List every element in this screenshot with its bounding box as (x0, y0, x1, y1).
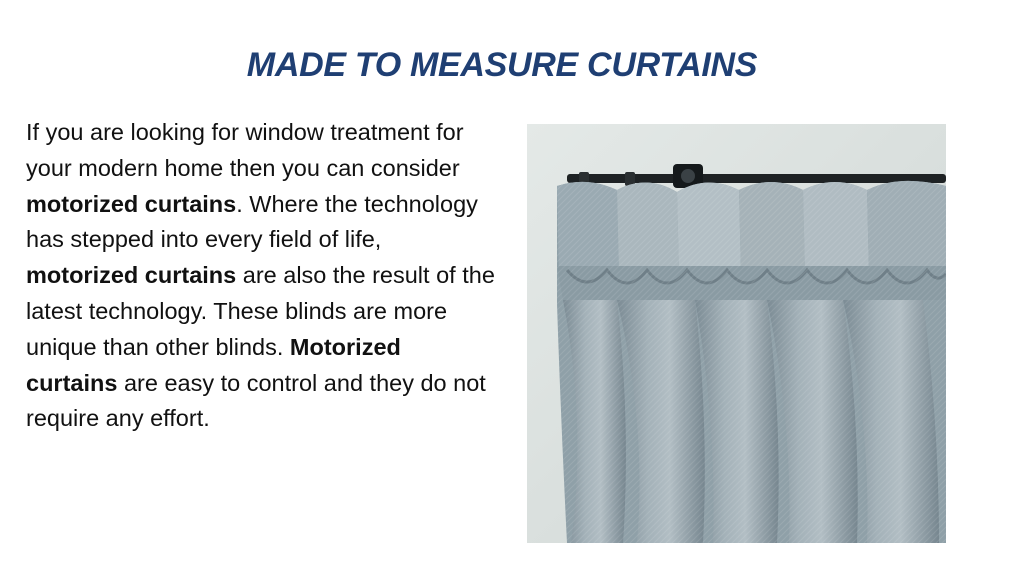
curtain-illustration (527, 124, 946, 543)
curtain-fabric (557, 181, 946, 543)
body-text-segment-3: are also the result of the latest technology. These blinds are more unique than other blinds. (26, 262, 495, 360)
body-text-segment-1: If you are looking for window treatment for your modern home then you can consider (26, 119, 464, 181)
curtain-photo (527, 124, 946, 543)
bold-term-1: motorized curtains (26, 190, 237, 217)
slide-title: MADE TO MEASURE CURTAINS (246, 46, 758, 84)
bold-term-2: motorized curtains (26, 262, 237, 289)
body-text-segment-4: are easy to control and they do not require any effort. (26, 369, 486, 432)
body-text-segment-2: . Where the technology has stepped into every field of life, (26, 190, 478, 253)
bold-term-3: Motorized curtains (26, 333, 401, 396)
body-paragraph (26, 115, 496, 437)
